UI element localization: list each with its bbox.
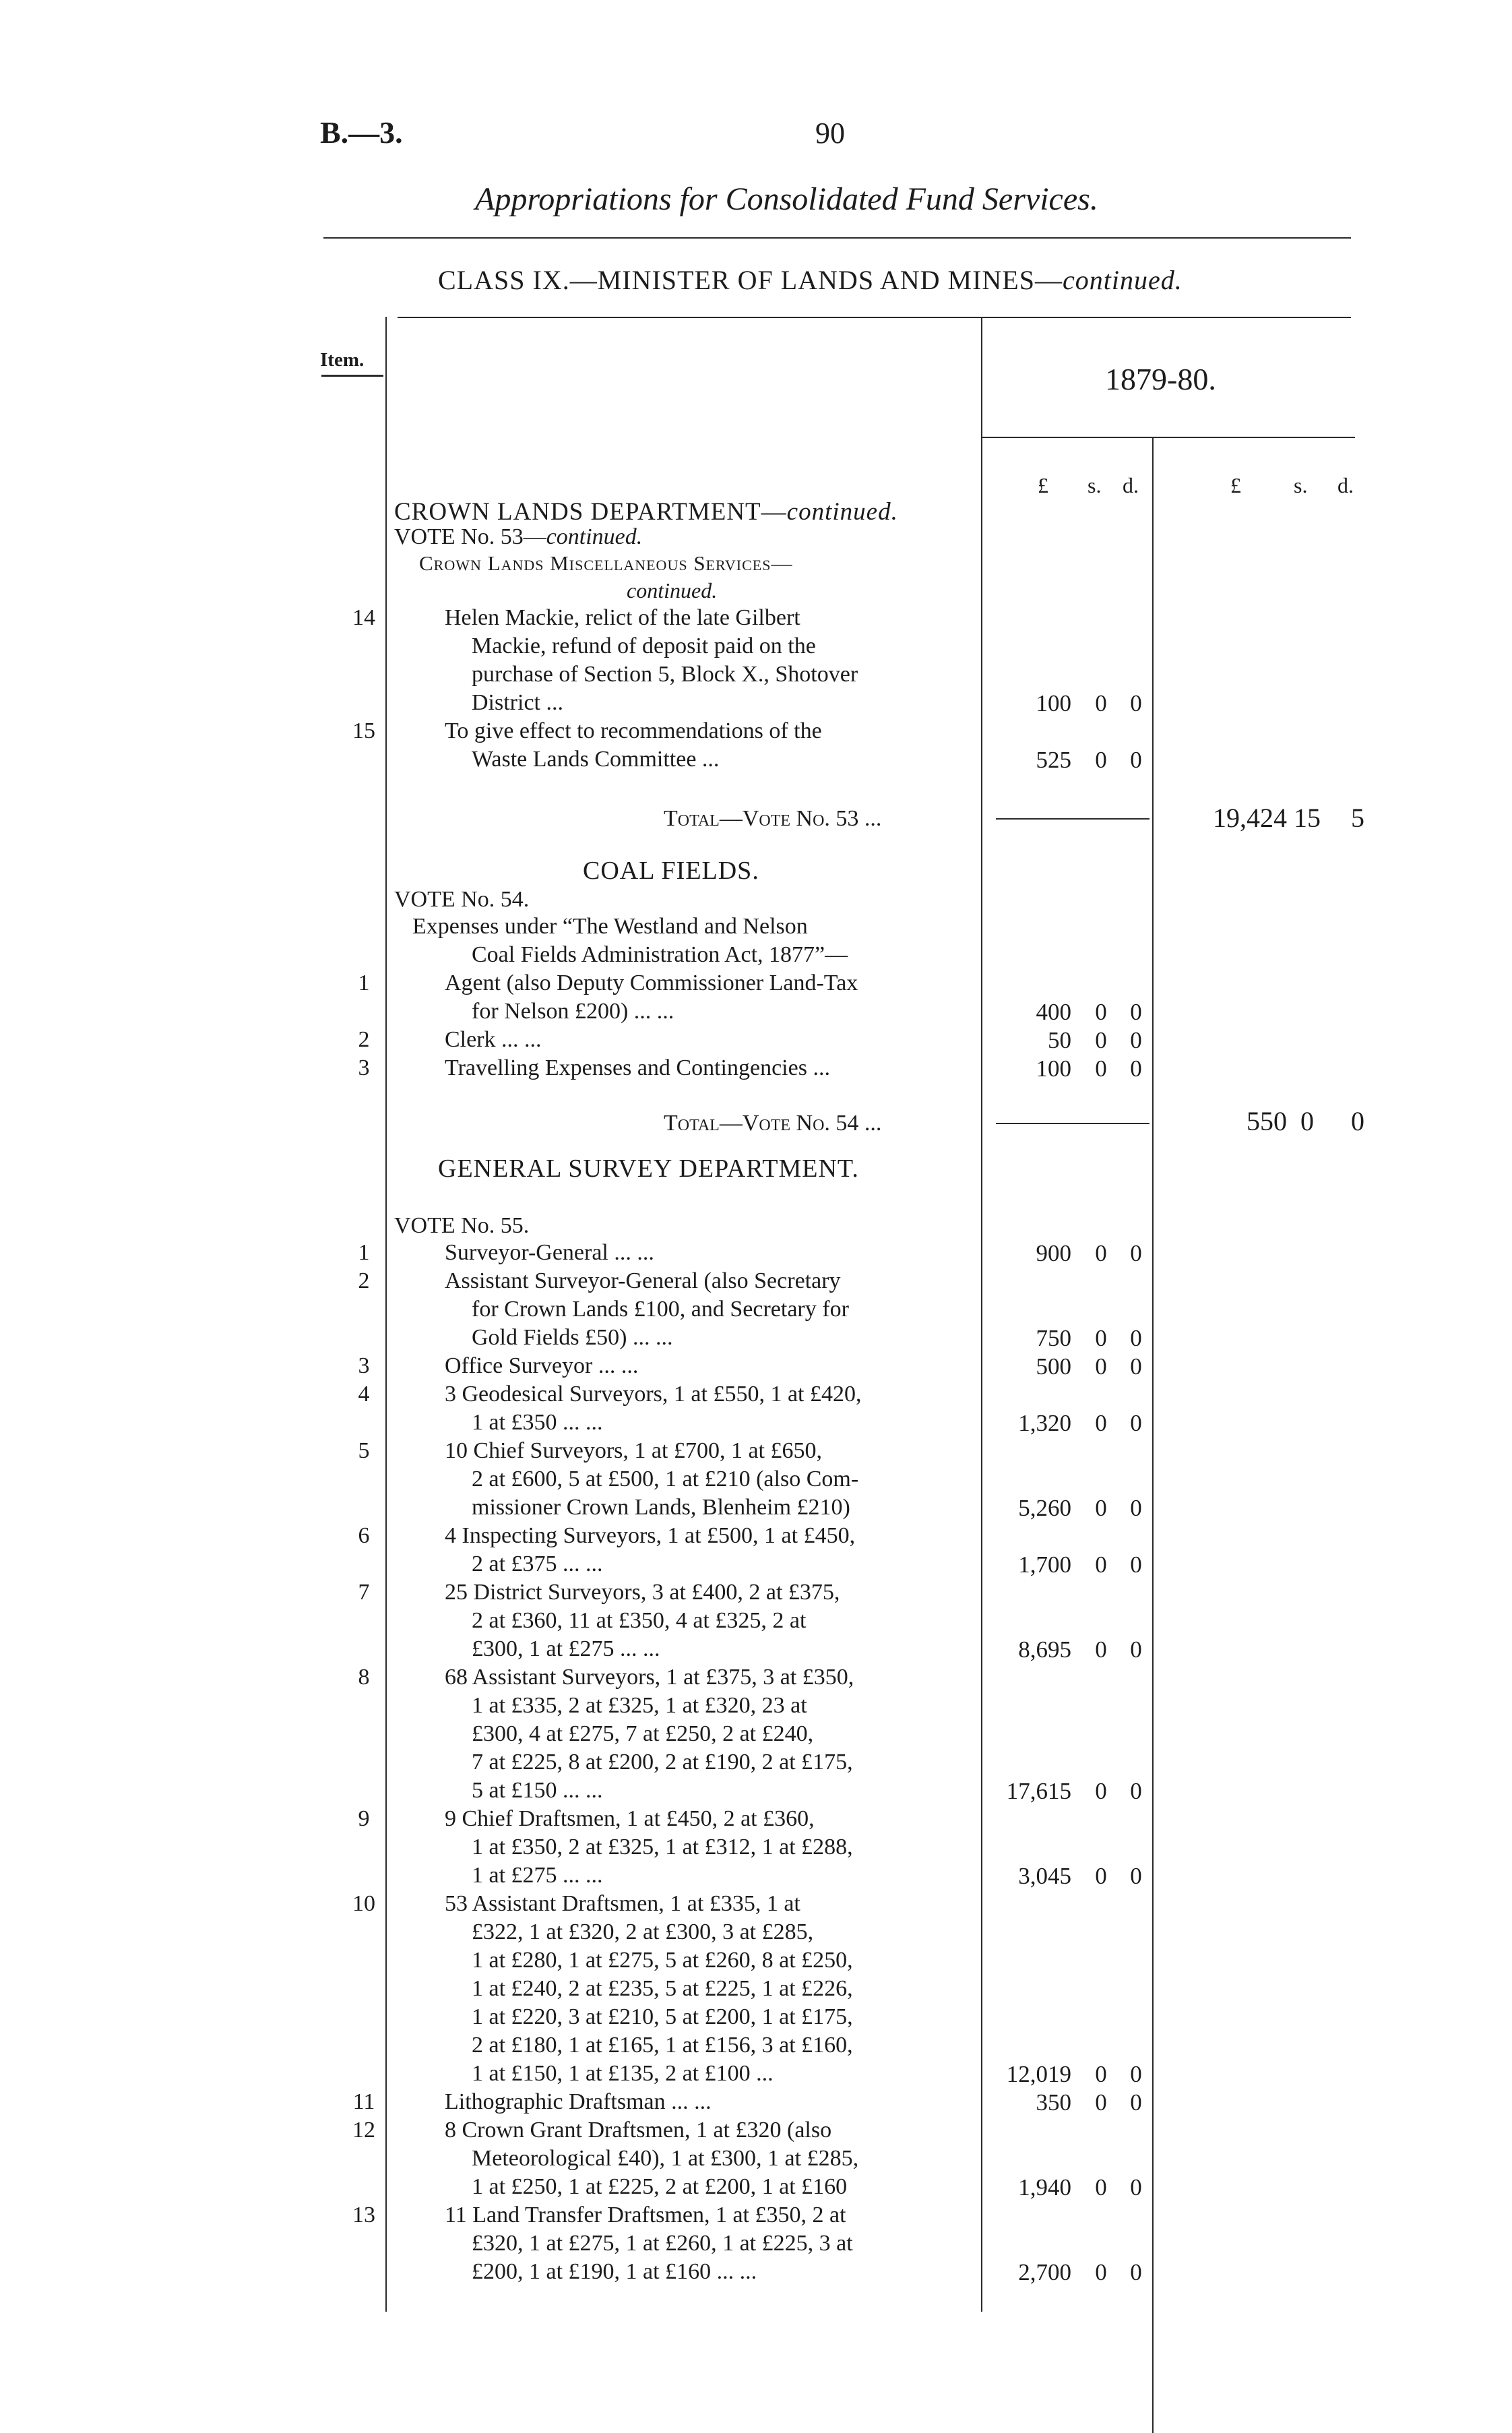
pence-header: d. [1123,473,1139,497]
vote-54-total-label [664,1111,881,1136]
coal-fields-heading: COAL FIELDS. [583,857,759,885]
item-desc-line: 3 Geodesical Surveyors, 1 at £550, 1 at £420, [445,1382,862,1407]
item-desc-line: 1 at £335, 2 at £325, 1 at £320, 23 at [472,1693,807,1718]
crown-misc-subheading: Crown Lands Miscellaneous Services— [419,551,793,575]
coal-intro-line: Coal Fields Administration Act, 1877”— [472,942,848,967]
vote-54-line: VOTE No. 54. [394,887,530,912]
amount-shillings: 0 [1095,1495,1107,1521]
amount-pence: 0 [1130,690,1142,716]
item-desc-line: 1 at £150, 1 at £135, 2 at £100 ... [472,2061,774,2086]
amount-pounds: 400 [1036,999,1071,1025]
vote-54-total-text: Total—Vote No. 54 ... [664,1111,882,1136]
total-pounds: 550 [1247,1106,1287,1136]
item-desc-line: 8 Crown Grant Draftsmen, 1 at £320 (also [445,2118,832,2143]
item-number: 11 [352,2089,375,2114]
item-desc-line: Gold Fields £50) ... ... [472,1325,673,1350]
coal-intro-line: Expenses under “The Westland and Nelson [412,914,808,939]
pound-header: £ [1038,473,1048,497]
item-desc-line: Lithographic Draftsman ... ... [445,2089,712,2114]
item-desc-line: Mackie, refund of deposit paid on the [472,634,816,658]
item-desc-line: for Crown Lands £100, and Secretary for [472,1297,849,1322]
item-desc-line: 1 at £275 ... ... [472,1863,603,1888]
amount-shillings: 0 [1095,1863,1107,1889]
item-desc-line: 1 at £350 ... ... [472,1410,603,1435]
year-header: 1879-80. [1105,362,1216,396]
total-rule [996,818,1149,820]
item-desc-line: 1 at £240, 2 at £235, 5 at £225, 1 at £226, [472,1976,853,2001]
amount-pence: 0 [1130,1027,1142,1053]
class-title-text: CLASS IX.—MINISTER OF LANDS AND MINES— [438,265,1063,295]
amount-pence: 0 [1130,1551,1142,1578]
vote-53-total-text: Total—Vote No. 53 ... [664,806,882,831]
item-desc-line: 68 Assistant Surveyors, 1 at £375, 3 at £350, [445,1665,854,1690]
item-number: 1 [358,1240,370,1265]
item-desc-line: 11 Land Transfer Draftsmen, 1 at £350, 2 at [445,2203,846,2227]
class-title [438,264,1183,296]
item-desc-line: Helen Mackie, relict of the late Gilbert [445,605,800,630]
item-desc-line: 25 District Surveyors, 3 at £400, 2 at £375, [445,1580,840,1605]
item-desc-line: 2 at £360, 11 at £350, 4 at £325, 2 at [472,1608,807,1633]
amount-shillings: 0 [1095,1410,1107,1436]
item-header-underline [321,375,383,377]
amount-pence: 0 [1130,2089,1142,2116]
amount-shillings: 0 [1095,1240,1107,1266]
item-desc-line: 10 Chief Surveyors, 1 at £700, 1 at £650, [445,1438,822,1463]
item-desc-line: £322, 1 at £320, 2 at £300, 3 at £285, [472,1919,814,1944]
amount-pounds: 100 [1036,1055,1071,1082]
item-number: 3 [358,1055,370,1080]
amount-pence: 0 [1130,999,1142,1025]
item-number: 14 [352,605,375,630]
item-desc-line: 2 at £375 ... ... [472,1551,603,1576]
item-desc-line: Travelling Expenses and Contingencies ... [445,1055,830,1080]
survey-dept-heading: GENERAL SURVEY DEPARTMENT. [438,1154,859,1183]
item-desc-line: Office Surveyor ... ... [445,1353,639,1378]
item-desc-line: Surveyor-General ... ... [445,1240,654,1265]
item-desc-line: Agent (also Deputy Commissioner Land-Tax [445,971,858,995]
amount-shillings: 0 [1095,690,1107,716]
item-desc-line: purchase of Section 5, Block X., Shotover [472,662,858,687]
amount-shillings: 0 [1095,2174,1107,2200]
amount-shillings: 0 [1095,1325,1107,1351]
amount-pounds: 900 [1036,1240,1071,1266]
total-pence: 5 [1351,803,1364,833]
amount-pounds: 5,260 [1018,1495,1071,1521]
item-number: 15 [352,718,375,743]
crown-lands-heading [394,497,898,526]
crown-lands-heading-cont: continued. [786,498,898,526]
total-pence: 0 [1351,1106,1364,1136]
item-desc-line: £320, 1 at £275, 1 at £260, 1 at £225, 3 at [472,2231,853,2256]
amount-pence: 0 [1130,1778,1142,1804]
item-desc-line: 2 at £180, 1 at £165, 1 at £156, 3 at £160, [472,2033,853,2058]
item-column-header: Item. [320,349,365,371]
amount-shillings: 0 [1095,1055,1107,1082]
total-rule [996,1123,1149,1124]
item-number: 13 [352,2203,375,2227]
item-desc-line: 7 at £225, 8 at £200, 2 at £190, 2 at £175, [472,1750,853,1775]
amount-shillings: 0 [1095,747,1107,773]
amount-pounds: 1,700 [1018,1551,1071,1578]
item-desc-line: 1 at £220, 3 at £210, 5 at £200, 1 at £175, [472,2004,853,2029]
item-number: 2 [358,1268,370,1293]
amount-pounds: 1,940 [1018,2174,1071,2200]
amount-pence: 0 [1130,1495,1142,1521]
amount-shillings: 0 [1095,2089,1107,2116]
item-desc-line: 2 at £600, 5 at £500, 1 at £210 (also Com- [472,1467,859,1491]
amount-pence: 0 [1130,1240,1142,1266]
description-column-divider [981,317,982,2312]
amount-pounds: 525 [1036,747,1071,773]
item-number: 12 [352,2118,375,2143]
amount-shillings: 0 [1095,1636,1107,1663]
page-title: Appropriations for Consolidated Fund Services. [475,181,1098,217]
item-desc-line: 1 at £280, 1 at £275, 5 at £260, 8 at £250, [472,1948,853,1973]
item-desc-line: £300, 4 at £275, 7 at £250, 2 at £240, [472,1721,814,1746]
vote-55-line: VOTE No. 55. [394,1213,530,1238]
amount-pounds: 2,700 [1018,2259,1071,2285]
header-rule [323,237,1351,239]
total-shillings-header: s. [1294,473,1308,497]
amount-pounds: 100 [1036,690,1071,716]
amount-pounds: 3,045 [1018,1863,1071,1889]
item-desc-line: for Nelson £200) ... ... [472,999,674,1024]
item-desc-line: 1 at £350, 2 at £325, 1 at £312, 1 at £288, [472,1835,853,1859]
vote-53-line [394,524,642,550]
vote-53-cont: continued. [546,524,643,549]
amount-shillings: 0 [1095,1778,1107,1804]
item-number: 7 [358,1580,370,1605]
amount-pounds: 350 [1036,2089,1071,2116]
amount-pounds: 1,320 [1018,1410,1071,1436]
item-desc-line: £300, 1 at £275 ... ... [472,1636,660,1661]
item-number: 5 [358,1438,370,1463]
amount-pounds: 8,695 [1018,1636,1071,1663]
amount-pence: 0 [1130,1863,1142,1889]
item-desc-line: 9 Chief Draftsmen, 1 at £450, 2 at £360, [445,1806,815,1831]
amount-pounds: 12,019 [1006,2061,1071,2087]
total-pound-header: £ [1230,473,1241,497]
crown-lands-heading-text: CROWN LANDS DEPARTMENT— [394,498,787,526]
amount-shillings: 0 [1095,2259,1107,2285]
amount-pounds: 17,615 [1006,1778,1071,1804]
total-shillings: 0 [1300,1106,1314,1136]
year-header-underline [981,437,1355,438]
amount-shillings: 0 [1095,1353,1107,1380]
class-title-continued: continued. [1062,265,1183,295]
amount-pounds: 50 [1048,1027,1071,1053]
amount-shillings: 0 [1095,999,1107,1025]
amount-pence: 0 [1130,2259,1142,2285]
item-desc-line: District ... [472,690,563,715]
vote-53-text: VOTE No. 53— [394,524,546,549]
amount-pence: 0 [1130,1410,1142,1436]
item-number: 4 [358,1382,370,1407]
amount-pence: 0 [1130,1055,1142,1082]
item-desc-line: 53 Assistant Draftsmen, 1 at £335, 1 at [445,1891,800,1916]
item-number: 10 [352,1891,375,1916]
amount-pence: 0 [1130,1325,1142,1351]
item-number: 9 [358,1806,370,1831]
item-desc-line: 5 at £150 ... ... [472,1778,603,1803]
total-pounds: 19,424 [1213,803,1287,833]
total-pence-header: d. [1337,473,1354,497]
item-number: 8 [358,1665,370,1690]
item-desc-line: missioner Crown Lands, Blenheim £210) [472,1495,850,1520]
vote-53-total-label [664,806,881,832]
detail-column-divider [1152,438,1154,2433]
amount-pence: 0 [1130,747,1142,773]
amount-pence: 0 [1130,2061,1142,2087]
item-desc-line: £200, 1 at £190, 1 at £160 ... ... [472,2259,757,2284]
item-desc-line: 4 Inspecting Surveyors, 1 at £500, 1 at £450, [445,1523,856,1548]
item-desc-line: To give effect to recommendations of the [445,718,822,743]
total-shillings: 15 [1294,803,1321,833]
amount-pence: 0 [1130,1636,1142,1663]
amount-shillings: 0 [1095,2061,1107,2087]
item-desc-line: 1 at £250, 1 at £225, 2 at £200, 1 at £160 [472,2174,848,2199]
amount-pounds: 500 [1036,1353,1071,1380]
item-number: 1 [358,971,370,995]
page-number: 90 [815,117,845,150]
amount-pence: 0 [1130,1353,1142,1380]
shillings-header: s. [1088,473,1102,497]
item-number: 2 [358,1027,370,1052]
amount-shillings: 0 [1095,1027,1107,1053]
amount-pence: 0 [1130,2174,1142,2200]
page-reference: B.—3. [320,115,403,150]
amount-pounds: 750 [1036,1325,1071,1351]
crown-misc-subheading-cont: continued. [627,578,718,603]
item-desc-line: Waste Lands Committee ... [472,747,720,772]
amount-shillings: 0 [1095,1551,1107,1578]
item-desc-line: Meteorological £40), 1 at £300, 1 at £285, [472,2146,859,2171]
item-number: 6 [358,1523,370,1548]
item-desc-line: Clerk ... ... [445,1027,542,1052]
table-top-rule [398,317,1351,318]
item-number: 3 [358,1353,370,1378]
item-desc-line: Assistant Surveyor-General (also Secretary [445,1268,841,1293]
